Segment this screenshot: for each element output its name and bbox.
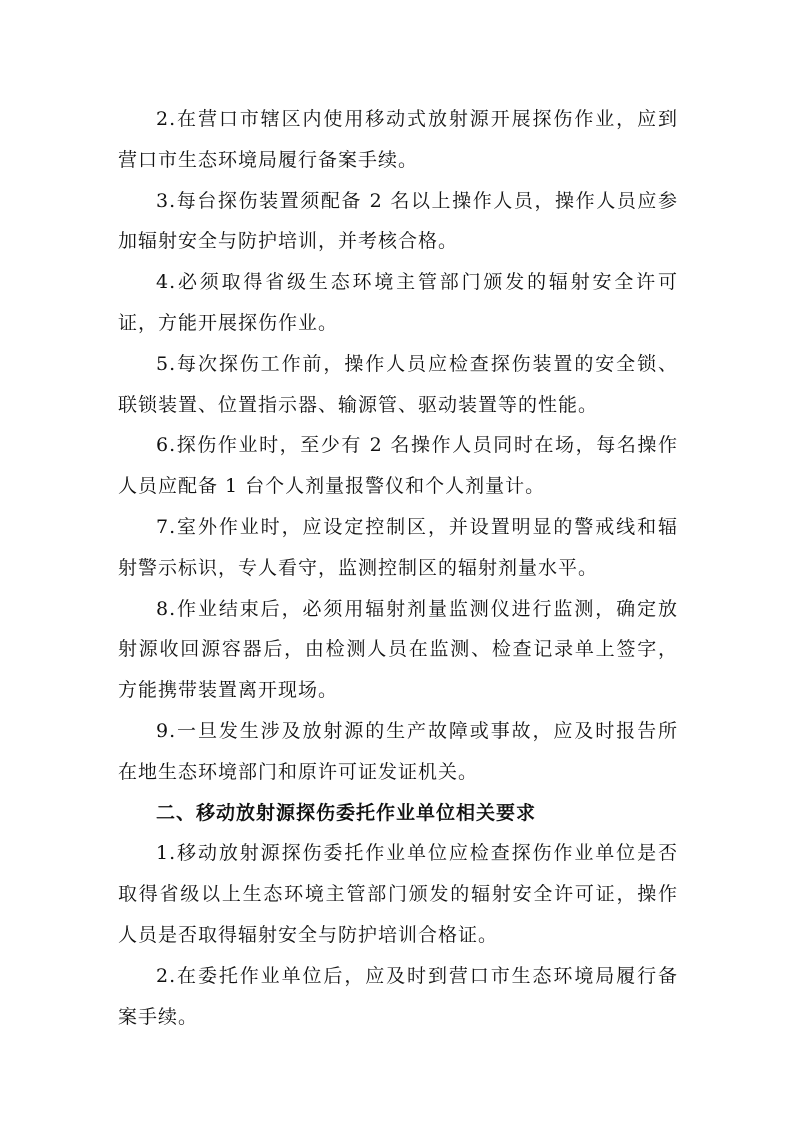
paragraph-line: 1.移动放射源探伤委托作业单位应检查探伤作业单位是否 xyxy=(156,842,678,865)
paragraph-line: 人员是否取得辐射安全与防护培训合格证。 xyxy=(118,923,499,946)
paragraph-item-9 xyxy=(118,711,678,793)
document-body xyxy=(118,99,678,1037)
paragraph-line: 加辐射安全与防护培训，并考核合格。 xyxy=(118,230,459,253)
paragraph-line: 8.作业结束后，必须用辐射剂量监测仪进行监测，确定放 xyxy=(156,597,678,620)
paragraph-item-8 xyxy=(118,589,678,711)
paragraph-line: 方能携带装置离开现场。 xyxy=(118,679,339,702)
paragraph-line: 案手续。 xyxy=(118,1005,199,1028)
paragraph-line: 人员应配备 1 台个人剂量报警仪和个人剂量计。 xyxy=(118,475,546,498)
section-paragraph-item-1 xyxy=(118,833,678,955)
paragraph-item-5 xyxy=(118,344,678,426)
paragraph-line: 营口市生态环境局履行备案手续。 xyxy=(118,148,419,171)
paragraph-line: 射警示标识，专人看守，监测控制区的辐射剂量水平。 xyxy=(118,556,599,579)
section-heading: 二、移动放射源探伤委托作业单位相关要求 xyxy=(156,801,537,824)
paragraph-line: 证，方能开展探伤作业。 xyxy=(118,311,339,334)
paragraph-line: 射源收回源容器后，由检测人员在监测、检查记录单上签字， xyxy=(118,638,678,661)
paragraph-line: 联锁装置、位置指示器、输源管、驱动装置等的性能。 xyxy=(118,393,599,416)
paragraph-line: 4.必须取得省级生态环境主管部门颁发的辐射安全许可 xyxy=(156,271,678,294)
paragraph-line: 9.一旦发生涉及放射源的生产故障或事故，应及时报告所 xyxy=(156,719,678,742)
paragraph-line: 取得省级以上生态环境主管部门颁发的辐射安全许可证，操作 xyxy=(118,883,678,906)
paragraph-item-4 xyxy=(118,262,678,344)
paragraph-line: 6.探伤作业时，至少有 2 名操作人员同时在场，每名操作 xyxy=(156,434,678,457)
paragraph-line: 3.每台探伤装置须配备 2 名以上操作人员，操作人员应参 xyxy=(156,189,678,212)
paragraph-line: 2.在营口市辖区内使用移动式放射源开展探伤作业，应到 xyxy=(156,108,678,130)
paragraph-item-6 xyxy=(118,425,678,507)
paragraph-line: 7.室外作业时，应设定控制区，并设置明显的警戒线和辐 xyxy=(156,515,678,538)
paragraph-line: 5.每次探伤工作前，操作人员应检查探伤装置的安全锁、 xyxy=(156,352,678,375)
paragraph-line: 在地生态环境部门和原许可证发证机关。 xyxy=(118,760,479,783)
paragraph-item-3 xyxy=(118,181,678,263)
paragraph-item-2 xyxy=(118,99,678,181)
paragraph-line: 2.在委托作业单位后，应及时到营口市生态环境局履行备 xyxy=(156,964,678,987)
paragraph-item-7 xyxy=(118,507,678,589)
section-paragraph-item-2 xyxy=(118,956,678,1038)
